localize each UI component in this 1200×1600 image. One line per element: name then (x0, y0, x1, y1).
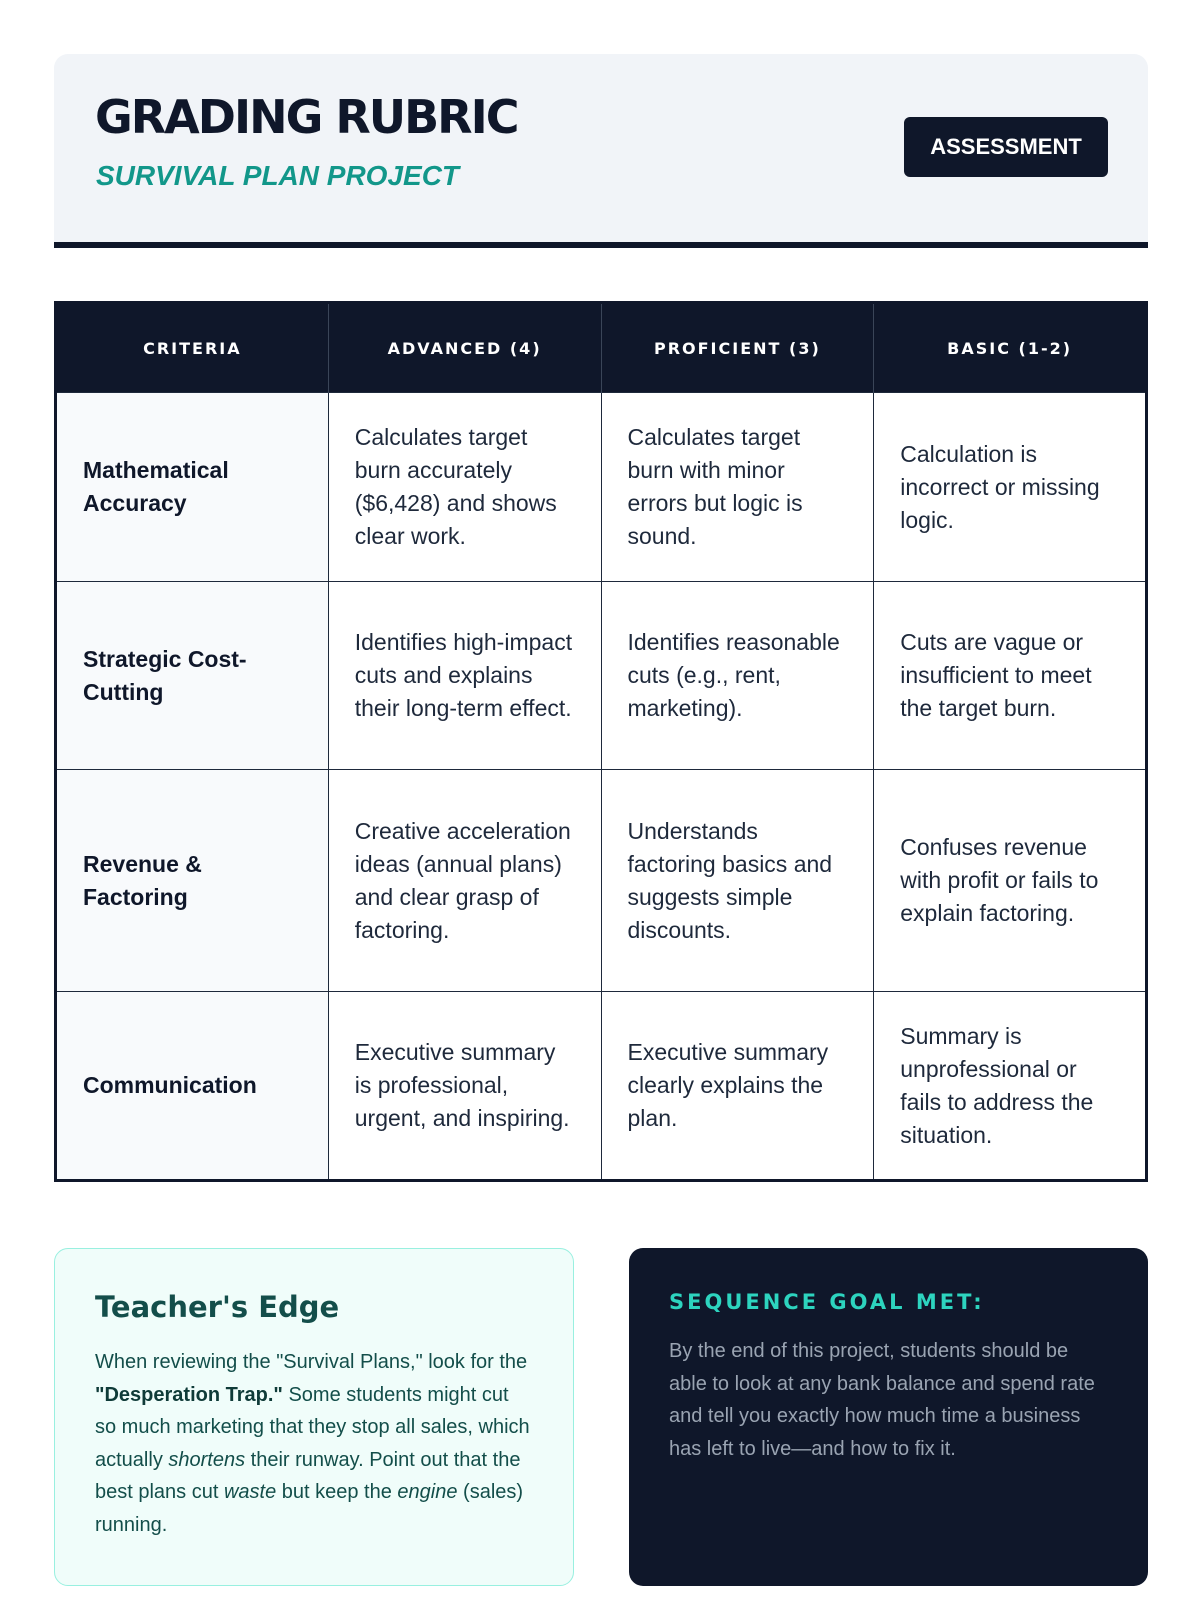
assessment-badge: ASSESSMENT (904, 117, 1108, 177)
basic-cell: Summary is unprofessional or fails to address the situation. (874, 992, 1147, 1181)
column-header-basic: BASIC (1-2) (874, 303, 1147, 393)
emphasis-shortens: shortens (168, 1448, 246, 1471)
proficient-cell: Identifies reasonable cuts (e.g., rent, marketing). (601, 582, 874, 770)
criteria-cell: Mathematical Accuracy (56, 393, 329, 582)
page-title: GRADING RUBRIC (95, 90, 518, 144)
table-row (56, 992, 1147, 1181)
basic-cell: Calculation is incorrect or missing logic. (874, 393, 1147, 582)
advanced-cell: Calculates target burn accurately ($6,428) and shows clear work. (328, 393, 601, 582)
column-header-advanced: ADVANCED (4) (328, 303, 601, 393)
page-subtitle: SURVIVAL PLAN PROJECT (96, 160, 460, 191)
emphasis-engine: engine (397, 1481, 458, 1503)
sequence-goal-title: SEQUENCE GOAL MET: (669, 1290, 985, 1314)
proficient-cell: Understands factoring basics and suggests simple discounts. (601, 770, 874, 992)
advanced-cell: Identifies high-impact cuts and explains their long-term effect. (328, 582, 601, 770)
edge-text-part: When reviewing the "Survival Plans," look for the (95, 1351, 528, 1373)
table-header-row (56, 303, 1147, 393)
criteria-cell: Revenue & Factoring (56, 770, 329, 992)
basic-cell: Cuts are vague or insufficient to meet the target burn. (874, 582, 1147, 770)
advanced-cell: Executive summary is professional, urgent, and inspiring. (328, 992, 601, 1181)
desperation-trap-term: "Desperation Trap." (95, 1383, 283, 1406)
criteria-cell: Strategic Cost-Cutting (56, 582, 329, 770)
advanced-cell: Creative acceleration ideas (annual plans) and clear grasp of factoring. (328, 770, 601, 992)
edge-text-part: Some students might cut so much marketing that they stop all sales, which actually (95, 1383, 530, 1471)
emphasis-waste: waste (223, 1481, 277, 1503)
table-row (56, 582, 1147, 770)
teachers-edge-card (54, 1248, 574, 1586)
rubric-header (54, 54, 1148, 248)
proficient-cell: Calculates target burn with minor errors but logic is sound. (601, 393, 874, 582)
sequence-goal-card (629, 1248, 1148, 1586)
basic-cell: Confuses revenue with profit or fails to explain factoring. (874, 770, 1147, 992)
sequence-goal-text: By the end of this project, students should be able to look at any bank balance and spend rate and tell you exactly how much time a business has left to live—and how to fix it. (669, 1340, 1095, 1460)
column-header-criteria: CRITERIA (56, 303, 329, 393)
table-row (56, 393, 1147, 582)
teachers-edge-text (95, 1346, 533, 1541)
proficient-cell: Executive summary clearly explains the plan. (601, 992, 874, 1181)
table-row (56, 770, 1147, 992)
edge-text-part: but keep the (276, 1481, 398, 1503)
teachers-edge-title: Teacher's Edge (95, 1290, 340, 1324)
criteria-cell: Communication (56, 992, 329, 1181)
edge-text-part: (sales) running. (95, 1481, 524, 1536)
edge-text-part: their runway. Point out that the best plans cut (95, 1448, 521, 1503)
rubric-table (54, 301, 1148, 1182)
column-header-proficient: PROFICIENT (3) (601, 303, 874, 393)
